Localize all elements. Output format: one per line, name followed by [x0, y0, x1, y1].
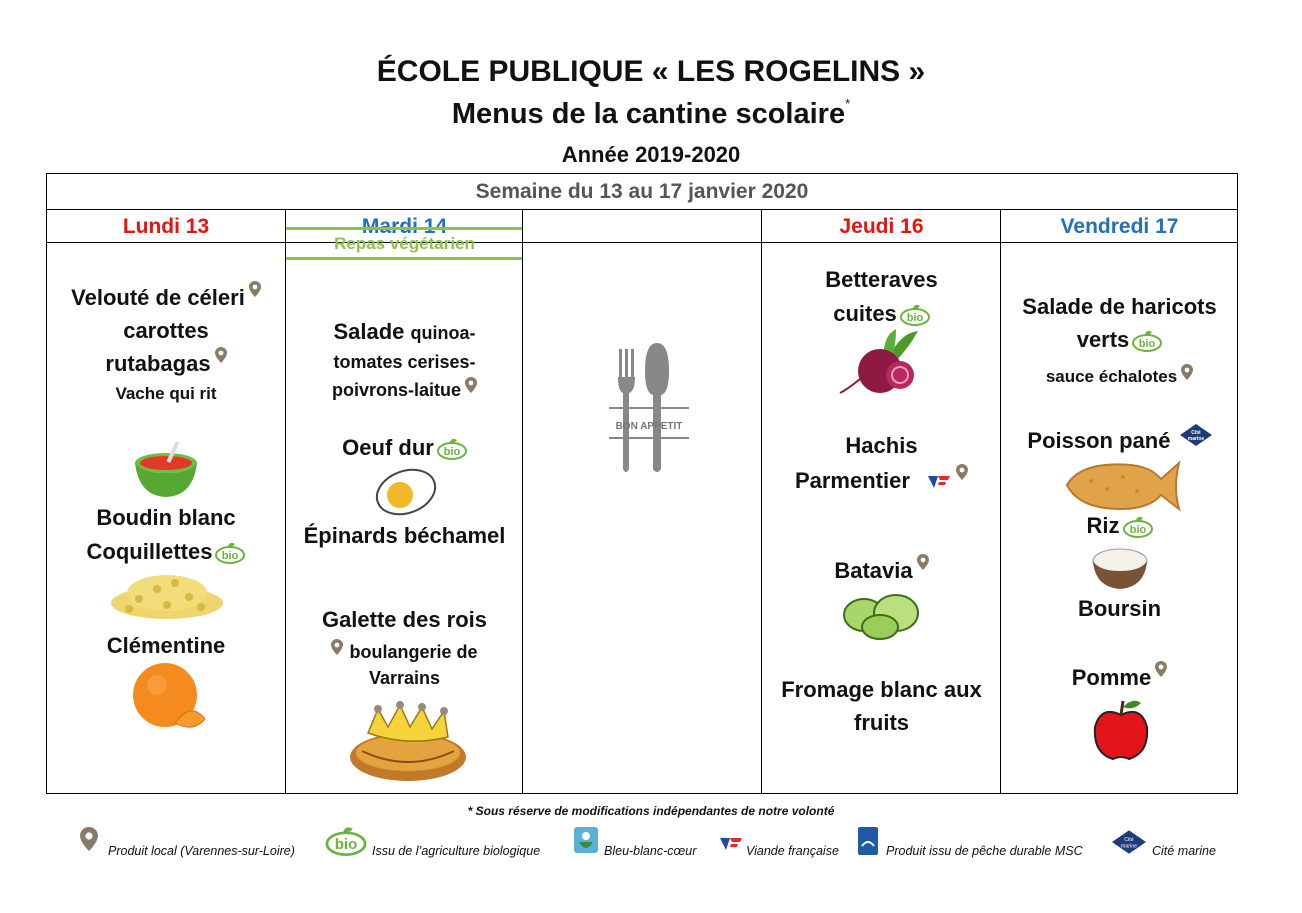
menu-item: rutabagas: [47, 347, 285, 380]
svg-text:marine: marine: [1187, 436, 1204, 442]
bon-appetit-logo: [609, 341, 689, 481]
boiled-egg-icon: [374, 467, 438, 517]
menu-item: Batavia: [762, 554, 1001, 587]
svg-text:bio: bio: [906, 312, 924, 325]
footnote: * Sous réserve de modifications indépendantes de notre volonté: [467, 804, 835, 818]
bio-label-icon: [437, 438, 467, 460]
local-pin-icon: [1181, 364, 1193, 380]
bio-label-icon: [1132, 330, 1162, 352]
legend-local: Produit local (Varennes-sur-Loire): [108, 844, 295, 858]
column-vendredi: [1000, 209, 1238, 793]
svg-text:bio: bio: [1129, 524, 1146, 537]
menu-item: Pomme: [1001, 661, 1238, 694]
svg-text:bio: bio: [222, 550, 239, 563]
bon-appetit-text: BON APPETIT: [615, 421, 683, 432]
menu-item: Varrains: [368, 668, 441, 688]
menu-item: Boursin: [1077, 596, 1162, 621]
legend-bbc: Bleu-blanc-cœur: [604, 844, 697, 858]
day-header-jeudi: Jeudi 16: [762, 209, 1001, 243]
legend-viande: Viande française: [746, 844, 839, 858]
lettuce-icon: [840, 587, 922, 641]
svg-text:Cité: Cité: [1190, 430, 1201, 436]
local-pin-icon: [917, 554, 929, 570]
week-label: Semaine du 13 au 17 janvier 2020: [47, 174, 1237, 210]
menu-item: verts bio: [1001, 323, 1238, 356]
menu-item: Salade quinoa-: [333, 319, 476, 344]
bio-label-icon: [325, 826, 367, 856]
menu-item: sauce échalotes: [1001, 364, 1238, 390]
asterisk: *: [845, 96, 851, 111]
day-header-lundi: Lundi 13: [47, 209, 285, 243]
menu-item: carottes: [123, 318, 209, 343]
menu-item: Clémentine: [106, 633, 226, 658]
menu-item: Vache qui rit: [115, 384, 217, 403]
column-jeudi: [761, 209, 1001, 793]
msc-icon: [857, 826, 879, 856]
menu-item: Fromage blanc aux: [781, 677, 982, 702]
local-pin-icon: [215, 347, 227, 363]
menu-item: Hachis: [845, 433, 918, 458]
svg-text:bio: bio: [1139, 338, 1156, 351]
bio-label-icon: [215, 542, 245, 564]
school-year: Année 2019-2020: [561, 142, 741, 167]
menu-item: Épinards béchamel: [303, 523, 506, 548]
menu-item: cuites bio: [762, 297, 1001, 330]
bio-label-icon: [900, 304, 930, 326]
menu-item: Riz bio: [1001, 509, 1238, 542]
svg-text:bio: bio: [334, 836, 358, 854]
menu-item: Poisson pané Cité marine: [1001, 424, 1238, 457]
bio-label-icon: [1123, 516, 1153, 538]
menu-item: Oeuf dur bio: [286, 431, 523, 464]
column-lundi: [47, 209, 285, 793]
rice-bowl-icon: [1091, 545, 1149, 591]
menu-item: Parmentier: [762, 464, 1001, 497]
menu-table: [46, 173, 1238, 794]
cite-marine-icon: [1180, 424, 1212, 446]
menu-item: Galette des rois: [321, 607, 488, 632]
school-title: ÉCOLE PUBLIQUE « LES ROGELINS »: [376, 55, 926, 88]
column-mardi: [285, 209, 523, 793]
bleu-blanc-coeur-icon: [573, 826, 599, 854]
svg-text:marine: marine: [1120, 843, 1138, 850]
viande-francaise-icon: [718, 836, 744, 852]
menu-item: boulangerie de: [286, 639, 523, 665]
menu-item: Salade de haricots: [1022, 294, 1217, 319]
vegetarian-banner: Repas végétarien: [286, 227, 523, 260]
fried-fish-icon: [1061, 457, 1181, 515]
legend: [0, 826, 1302, 866]
pasta-icon: [109, 569, 225, 621]
legend-cite: Cité marine: [1152, 844, 1216, 858]
beetroot-icon: [838, 329, 924, 395]
menu-item: poivrons-laitue: [286, 377, 523, 403]
svg-text:bio: bio: [443, 446, 461, 459]
local-pin-icon: [331, 639, 343, 655]
column-mercredi: [522, 209, 762, 793]
menu-subtitle: Menus de la cantine scolaire*: [451, 96, 851, 130]
day-header-mercredi: [523, 209, 762, 243]
menu-item: fruits: [854, 710, 909, 735]
menu-item: Coquillettes bio: [47, 535, 285, 568]
viande-francaise-icon: [926, 474, 952, 490]
menu-item: tomates cerises-: [333, 352, 476, 372]
local-pin-icon: [249, 281, 261, 297]
day-header-vendredi: Vendredi 17: [1001, 209, 1238, 243]
legend-msc: Produit issu de pêche durable MSC: [886, 844, 1083, 858]
local-pin-icon: [1155, 661, 1167, 677]
menu-item: Velouté de céleri: [47, 281, 285, 314]
local-pin-icon: [956, 464, 968, 480]
menu-item: Boudin blanc: [96, 505, 236, 530]
menu-item: Betteraves: [825, 267, 938, 292]
clementine-icon: [131, 661, 207, 731]
local-pin-icon: [465, 377, 477, 393]
local-pin-icon: [80, 826, 98, 852]
legend-bio: Issu de l’agriculture biologique: [372, 844, 541, 858]
apple-icon: [1091, 697, 1151, 761]
svg-text:Cité: Cité: [1124, 836, 1134, 843]
galette-des-rois-icon: [348, 699, 468, 785]
cite-marine-icon: [1112, 830, 1146, 854]
day-header-mardi: Mardi 14: [286, 209, 523, 243]
soup-bowl-icon: [133, 441, 199, 501]
